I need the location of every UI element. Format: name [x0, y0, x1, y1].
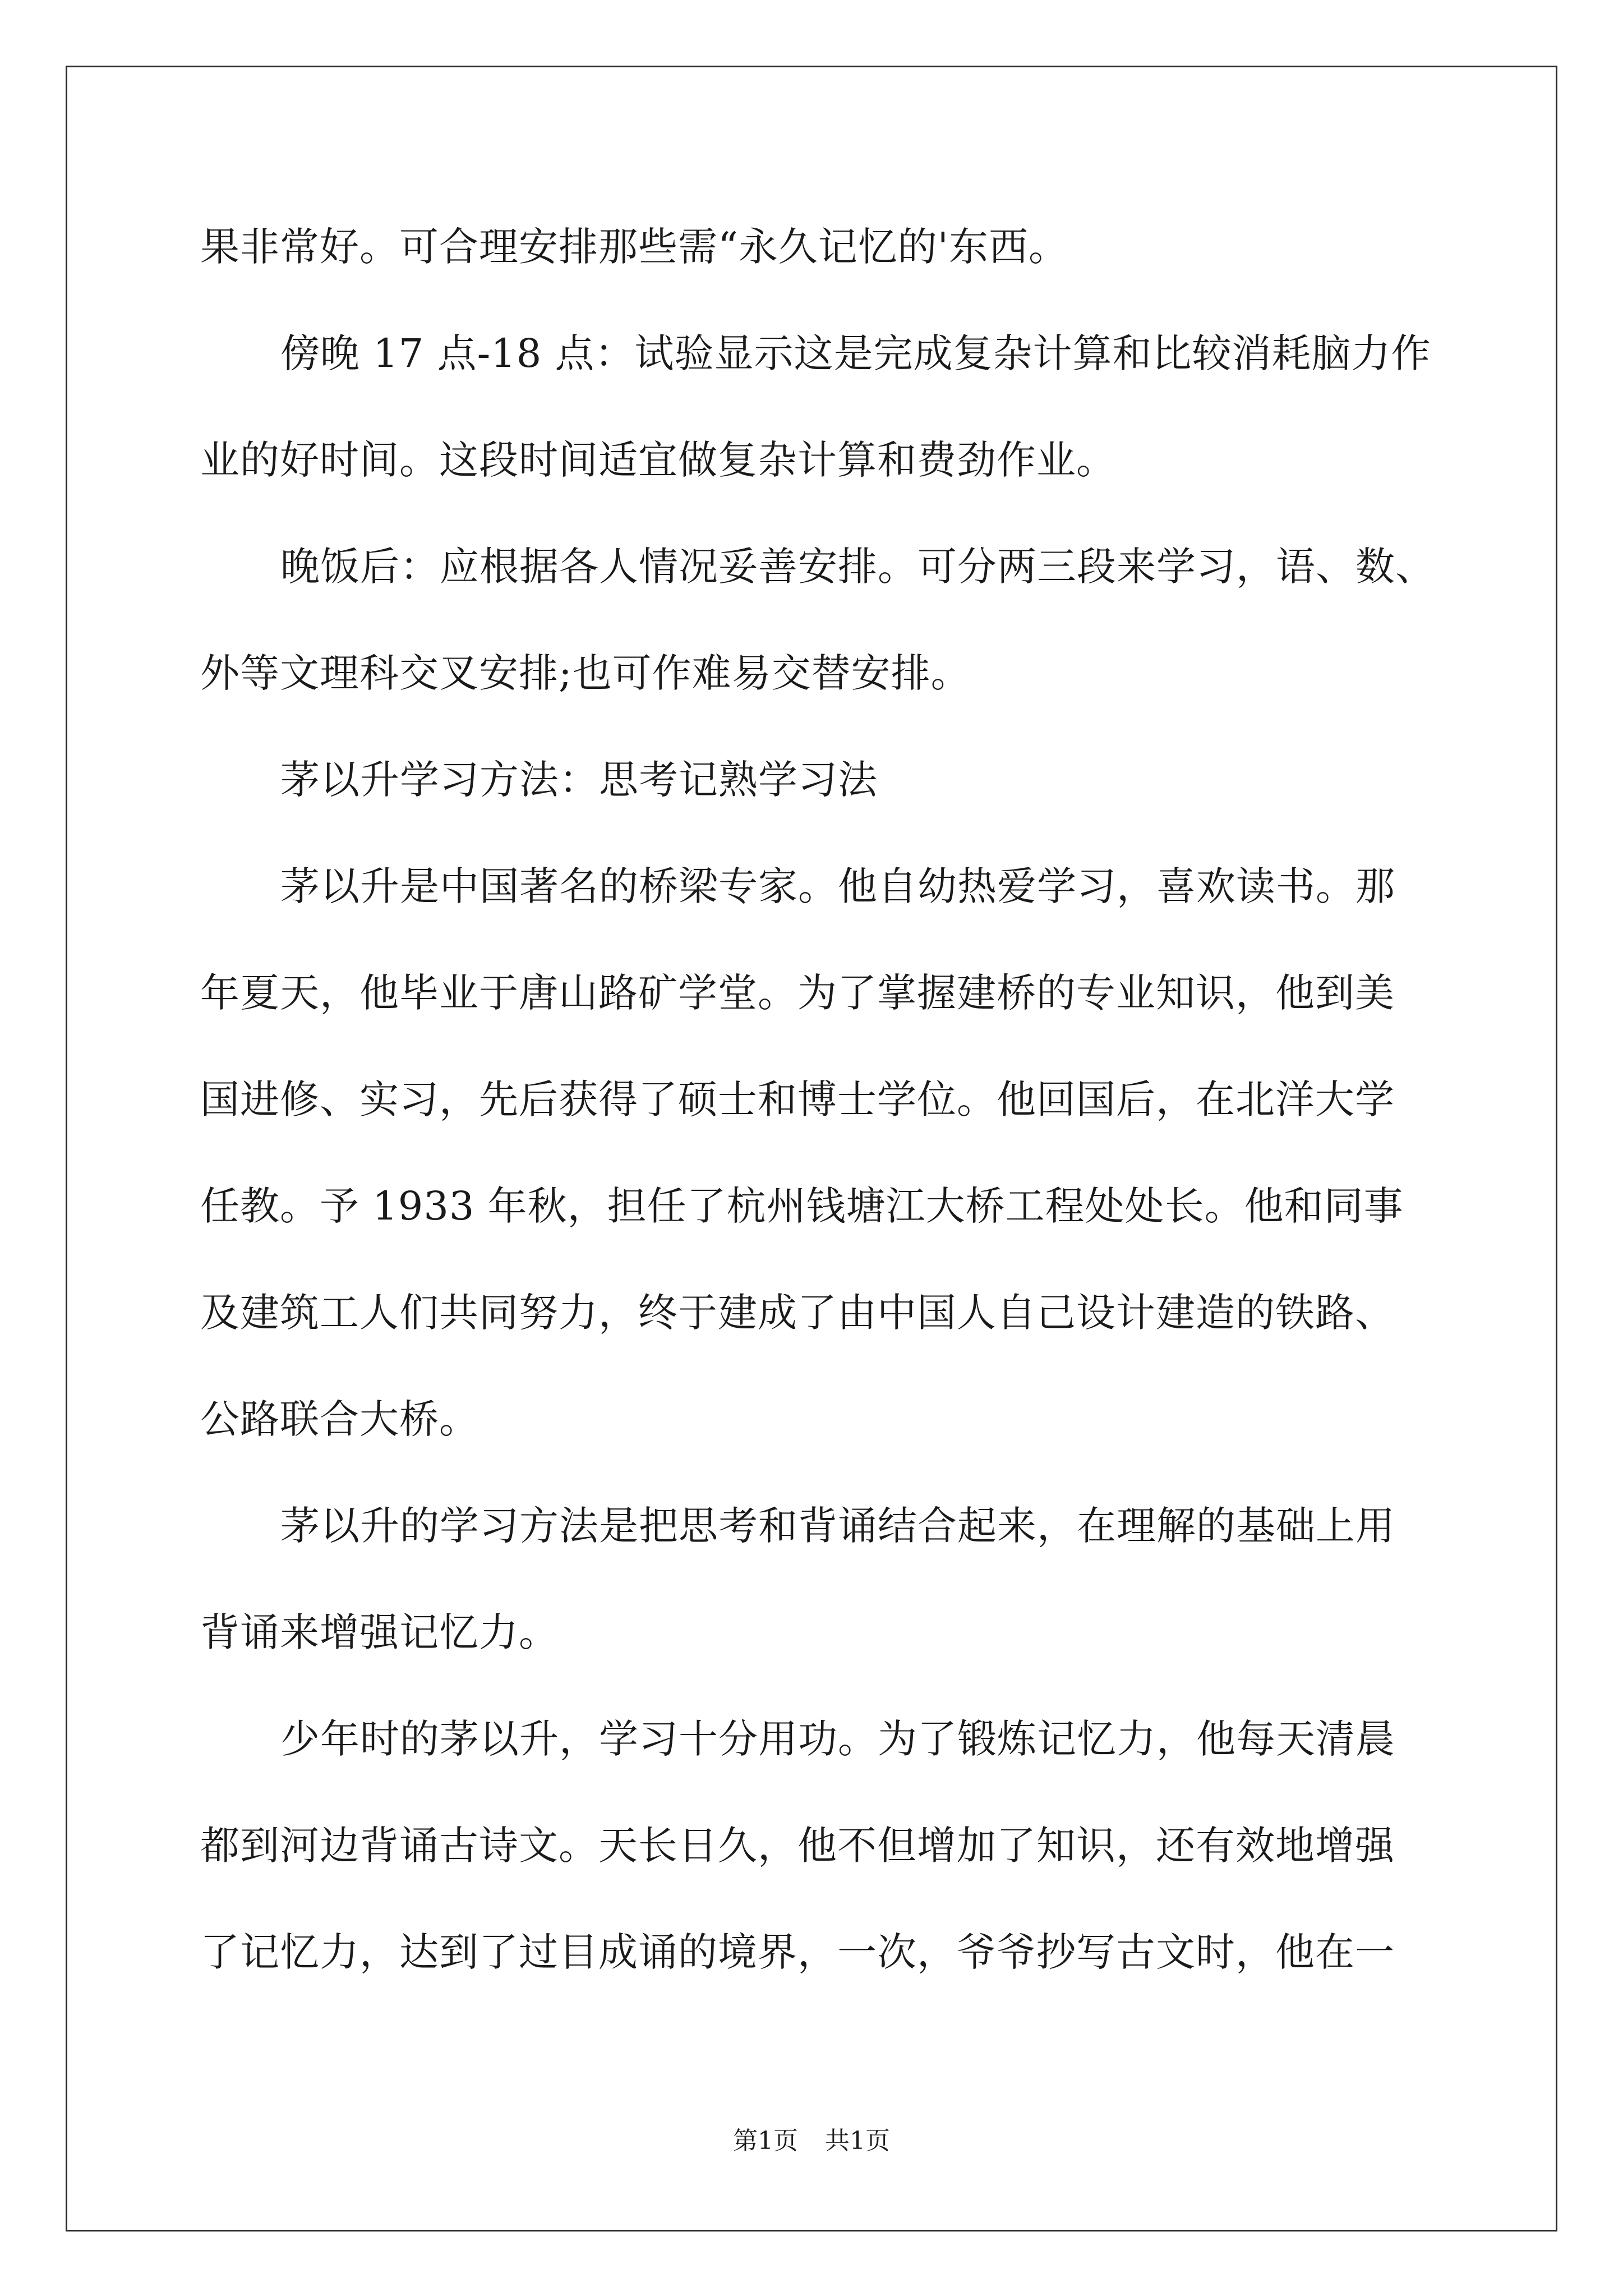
- page-footer: [0, 2124, 1623, 2158]
- page-border: [66, 66, 1557, 2231]
- text-line-7: 茅以升是中国著名的桥梁专家。他自幼热爱学习，喜欢读书。那: [280, 863, 1395, 909]
- text-line-4: 晚饭后：应根据各人情况妥善安排。可分两三段来学习，语、数、: [280, 544, 1435, 590]
- page-number: 第1页: [733, 2127, 798, 2155]
- section-heading: 茅以升学习方法：思考记熟学习法: [280, 757, 878, 803]
- text-line-17: 了记忆力，达到了过目成诵的境界，一次，爷爷抄写古文时，他在一: [200, 1929, 1395, 1975]
- text-line-11: 及建筑工人们共同努力，终于建成了由中国人自己设计建造的铁路、: [200, 1290, 1395, 1336]
- text-line-15: 少年时的茅以升，学习十分用功。为了锻炼记忆力，他每天清晨: [280, 1716, 1395, 1762]
- text-line-14: 背诵来增强记忆力。: [200, 1609, 559, 1655]
- text-line-10: 任教。予 1933 年秋，担任了杭州钱塘江大桥工程处处长。他和同事: [200, 1183, 1404, 1229]
- text-line-5: 外等文理科交叉安排;也可作难易交替安排。: [200, 650, 971, 696]
- text-line-12: 公路联合大桥。: [200, 1396, 479, 1442]
- text-line-16: 都到河边背诵古诗文。天长日久，他不但增加了知识，还有效地增强: [200, 1823, 1395, 1869]
- text-line-2: 傍晚 17 点-18 点：试验显示这是完成复杂计算和比较消耗脑力作: [280, 330, 1431, 376]
- text-line-1: 果非常好。可合理安排那些需“永久记忆的'东西。: [200, 224, 1069, 270]
- page-total: 共1页: [825, 2127, 890, 2155]
- text-line-9: 国进修、实习，先后获得了硕士和博士学位。他回国后，在北洋大学: [200, 1076, 1395, 1122]
- text-line-13: 茅以升的学习方法是把思考和背诵结合起来，在理解的基础上用: [280, 1503, 1395, 1549]
- text-line-3: 业的好时间。这段时间适宜做复杂计算和费劲作业。: [200, 437, 1116, 483]
- text-line-8: 年夏天，他毕业于唐山路矿学堂。为了掌握建桥的专业知识，他到美: [200, 970, 1395, 1016]
